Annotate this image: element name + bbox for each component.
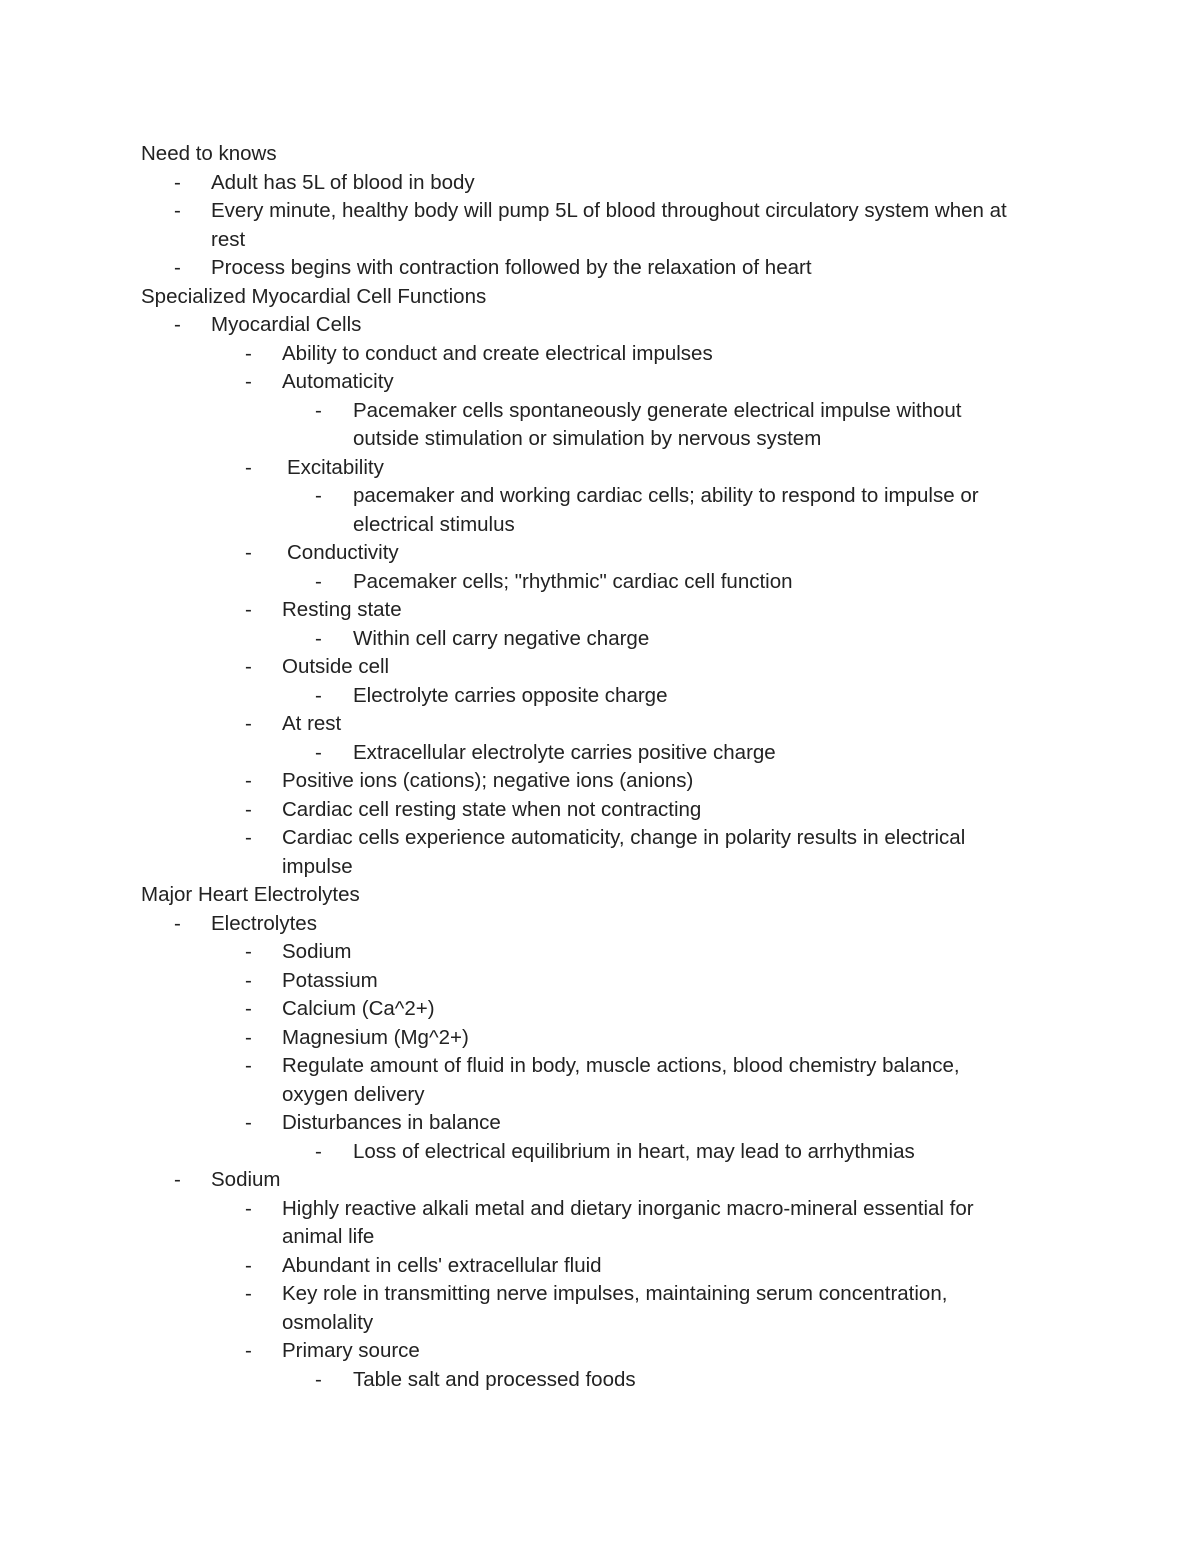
section-heading	[0, 140, 1200, 169]
list-item	[0, 653, 1200, 682]
item-text: Abundant in cells' extracellular fluid	[282, 1253, 602, 1277]
item-text: Conductivity	[287, 541, 399, 564]
item-text: Pacemaker cells; "rhythmic" cardiac cell function	[353, 569, 793, 593]
bullet-dash: -	[245, 1111, 252, 1134]
bullet-dash: -	[315, 484, 322, 507]
item-text: outside stimulation or simulation by nervous system	[353, 427, 822, 450]
list-item-continuation	[0, 226, 1200, 255]
bullet-dash: -	[245, 1339, 252, 1362]
bullet-dash: -	[245, 769, 252, 792]
list-item	[0, 1166, 1200, 1195]
item-text: oxygen delivery	[282, 1082, 425, 1106]
item-text: Automaticity	[282, 370, 394, 393]
heading-text: Need to knows	[141, 142, 277, 165]
bullet-dash: -	[245, 968, 252, 992]
item-text: Electrolyte carries opposite charge	[353, 683, 668, 707]
item-text: osmolality	[282, 1310, 374, 1334]
bullet-dash: -	[245, 1282, 252, 1305]
item-text: pacemaker and working cardiac cells; ability to respond to impulse or	[353, 484, 979, 507]
item-text: Extracellular electrolyte carries positive charge	[353, 740, 776, 764]
list-item	[0, 197, 1200, 226]
item-text: Cardiac cell resting state when not contracting	[282, 797, 702, 821]
list-item-continuation	[0, 1309, 1200, 1338]
item-text: Regulate amount of fluid in body, muscle actions, blood chemistry balance,	[282, 1054, 960, 1077]
item-text: Primary source	[282, 1339, 420, 1362]
item-text: Table salt and processed foods	[353, 1367, 636, 1391]
bullet-dash: -	[245, 997, 252, 1020]
item-text: impulse	[282, 854, 353, 878]
bullet-dash: -	[174, 313, 181, 336]
item-text: animal life	[282, 1225, 375, 1248]
item-text: Sodium	[282, 940, 352, 963]
list-item	[0, 340, 1200, 369]
list-item	[0, 1366, 1200, 1395]
item-text: Every minute, healthy body will pump 5L of blood throughout circulatory system when at	[211, 199, 1007, 222]
list-item	[0, 739, 1200, 768]
list-item	[0, 710, 1200, 739]
list-item	[0, 910, 1200, 939]
list-item	[0, 1280, 1200, 1309]
bullet-dash: -	[174, 199, 181, 222]
item-text: Within cell carry negative charge	[353, 626, 650, 650]
list-item	[0, 1337, 1200, 1366]
document-body	[0, 140, 1200, 1394]
bullet-dash: -	[245, 826, 252, 849]
item-text: Excitability	[287, 455, 384, 479]
list-item	[0, 1252, 1200, 1281]
bullet-dash: -	[174, 170, 181, 194]
item-text: Pacemaker cells spontaneously generate electrical impulse without	[353, 398, 962, 422]
list-item	[0, 539, 1200, 568]
list-item	[0, 967, 1200, 996]
bullet-dash: -	[245, 712, 252, 735]
bullet-dash: -	[174, 256, 181, 279]
list-item-continuation	[0, 511, 1200, 540]
list-item	[0, 368, 1200, 397]
bullet-dash: -	[315, 740, 322, 764]
bullet-dash: -	[245, 455, 252, 479]
item-text: Cardiac cells experience automaticity, change in polarity results in electrical	[282, 826, 966, 849]
item-text: Disturbances in balance	[282, 1111, 501, 1134]
bullet-dash: -	[245, 598, 252, 621]
item-text: Positive ions (cations); negative ions (anions)	[282, 769, 694, 792]
bullet-dash: -	[245, 1025, 252, 1049]
bullet-dash: -	[245, 1054, 252, 1077]
bullet-dash: -	[245, 797, 252, 821]
heading-text: Specialized Myocardial Cell Functions	[141, 284, 487, 308]
list-item	[0, 995, 1200, 1024]
list-item	[0, 568, 1200, 597]
list-item-continuation	[0, 425, 1200, 454]
list-item	[0, 1195, 1200, 1224]
list-item-continuation	[0, 1081, 1200, 1110]
bullet-dash: -	[315, 683, 322, 707]
bullet-dash: -	[245, 1196, 252, 1220]
bullet-dash: -	[245, 541, 252, 564]
list-item	[0, 796, 1200, 825]
item-text: Sodium	[211, 1168, 281, 1191]
list-item-continuation	[0, 853, 1200, 882]
bullet-dash: -	[245, 655, 252, 678]
list-item	[0, 254, 1200, 283]
bullet-dash: -	[315, 569, 322, 593]
list-item	[0, 625, 1200, 654]
list-item	[0, 596, 1200, 625]
bullet-dash: -	[315, 398, 322, 422]
bullet-dash: -	[245, 370, 252, 393]
bullet-dash: -	[174, 911, 181, 935]
item-text: rest	[211, 227, 246, 251]
item-text: Magnesium (Mg^2+)	[282, 1025, 469, 1049]
item-text: Myocardial Cells	[211, 313, 362, 336]
list-item-continuation	[0, 1223, 1200, 1252]
list-item	[0, 1024, 1200, 1053]
list-item	[0, 1052, 1200, 1081]
bullet-dash: -	[245, 1253, 252, 1277]
item-text: Highly reactive alkali metal and dietary inorganic macro-mineral essential for	[282, 1196, 974, 1220]
section-heading	[0, 881, 1200, 910]
item-text: Adult has 5L of blood in body	[211, 170, 475, 194]
item-text: At rest	[282, 712, 342, 735]
item-text: electrical stimulus	[353, 512, 515, 536]
list-item	[0, 454, 1200, 483]
item-text: Calcium (Ca^2+)	[282, 997, 435, 1020]
list-item	[0, 397, 1200, 426]
list-item	[0, 824, 1200, 853]
item-text: Resting state	[282, 598, 402, 621]
item-text: Electrolytes	[211, 911, 317, 935]
list-item	[0, 682, 1200, 711]
item-text: Ability to conduct and create electrical impulses	[282, 341, 713, 365]
bullet-dash: -	[174, 1168, 181, 1191]
item-text: Loss of electrical equilibrium in heart, may lead to arrhythmias	[353, 1139, 915, 1163]
list-item	[0, 311, 1200, 340]
bullet-dash: -	[245, 341, 252, 365]
list-item	[0, 767, 1200, 796]
item-text: Potassium	[282, 968, 378, 992]
item-text: Key role in transmitting nerve impulses, maintaining serum concentration,	[282, 1282, 948, 1305]
list-item	[0, 169, 1200, 198]
heading-text: Major Heart Electrolytes	[141, 883, 360, 906]
bullet-dash: -	[315, 1139, 322, 1163]
list-item	[0, 938, 1200, 967]
list-item	[0, 482, 1200, 511]
bullet-dash: -	[245, 940, 252, 963]
bullet-dash: -	[315, 1367, 322, 1391]
bullet-dash: -	[315, 626, 322, 650]
item-text: Outside cell	[282, 655, 390, 678]
list-item	[0, 1109, 1200, 1138]
section-heading	[0, 283, 1200, 312]
item-text: Process begins with contraction followed by the relaxation of heart	[211, 256, 812, 279]
list-item	[0, 1138, 1200, 1167]
